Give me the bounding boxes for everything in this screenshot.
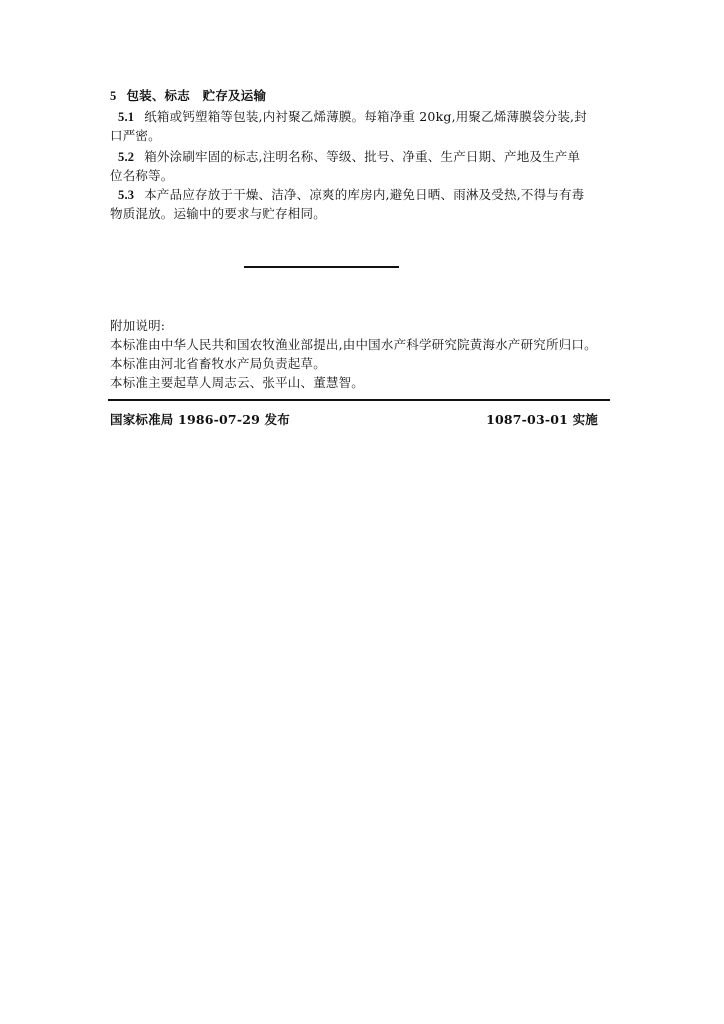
note-item: 本标准由河北省畜牧水产局负责起草。 — [110, 356, 326, 371]
clause-number: 5.1 — [118, 110, 135, 124]
clause-number: 5.2 — [118, 150, 135, 164]
clause-5-1-line-2: 口严密。 — [110, 128, 161, 143]
clause-text: 纸箱或钙塑箱等包装,内衬聚乙烯薄膜。每箱净重 20kg,用聚乙烯薄膜袋分装,封 — [144, 109, 587, 124]
issue-date: 国家标准局 1986-07-29 发布 — [110, 412, 290, 427]
note-item: 本标准主要起草人周志云、张平山、董慧智。 — [110, 375, 365, 390]
clause-text: 本产品应存放于干燥、洁净、凉爽的库房内,避免日晒、雨淋及受热,不得与有毒 — [144, 187, 585, 202]
effective-date: 1087-03-01 实施 — [486, 412, 598, 427]
clause-5-2-line-2: 位名称等。 — [110, 168, 174, 183]
note-item: 本标准由中华人民共和国农牧渔业部提出,由中国水产科学研究院黄海水产研究所归口。 — [110, 337, 597, 352]
clause-5-2-line-1 — [118, 149, 580, 165]
section-title: 包装、标志 贮存及运输 — [126, 88, 267, 103]
clause-text: 箱外涂刷牢固的标志,注明名称、等级、批号、净重、生产日期、产地及生产单 — [144, 149, 581, 164]
clause-number: 5.3 — [118, 188, 135, 202]
footer-divider — [108, 399, 610, 401]
end-of-text-rule — [244, 266, 399, 268]
clause-5-1-line-1 — [118, 109, 587, 125]
section-number: 5 — [110, 89, 117, 103]
section-heading — [110, 88, 266, 104]
clause-5-3-line-1 — [118, 187, 584, 203]
notes-title: 附加说明: — [110, 318, 166, 333]
clause-5-3-line-2: 物质混放。运输中的要求与贮存相同。 — [110, 206, 326, 221]
